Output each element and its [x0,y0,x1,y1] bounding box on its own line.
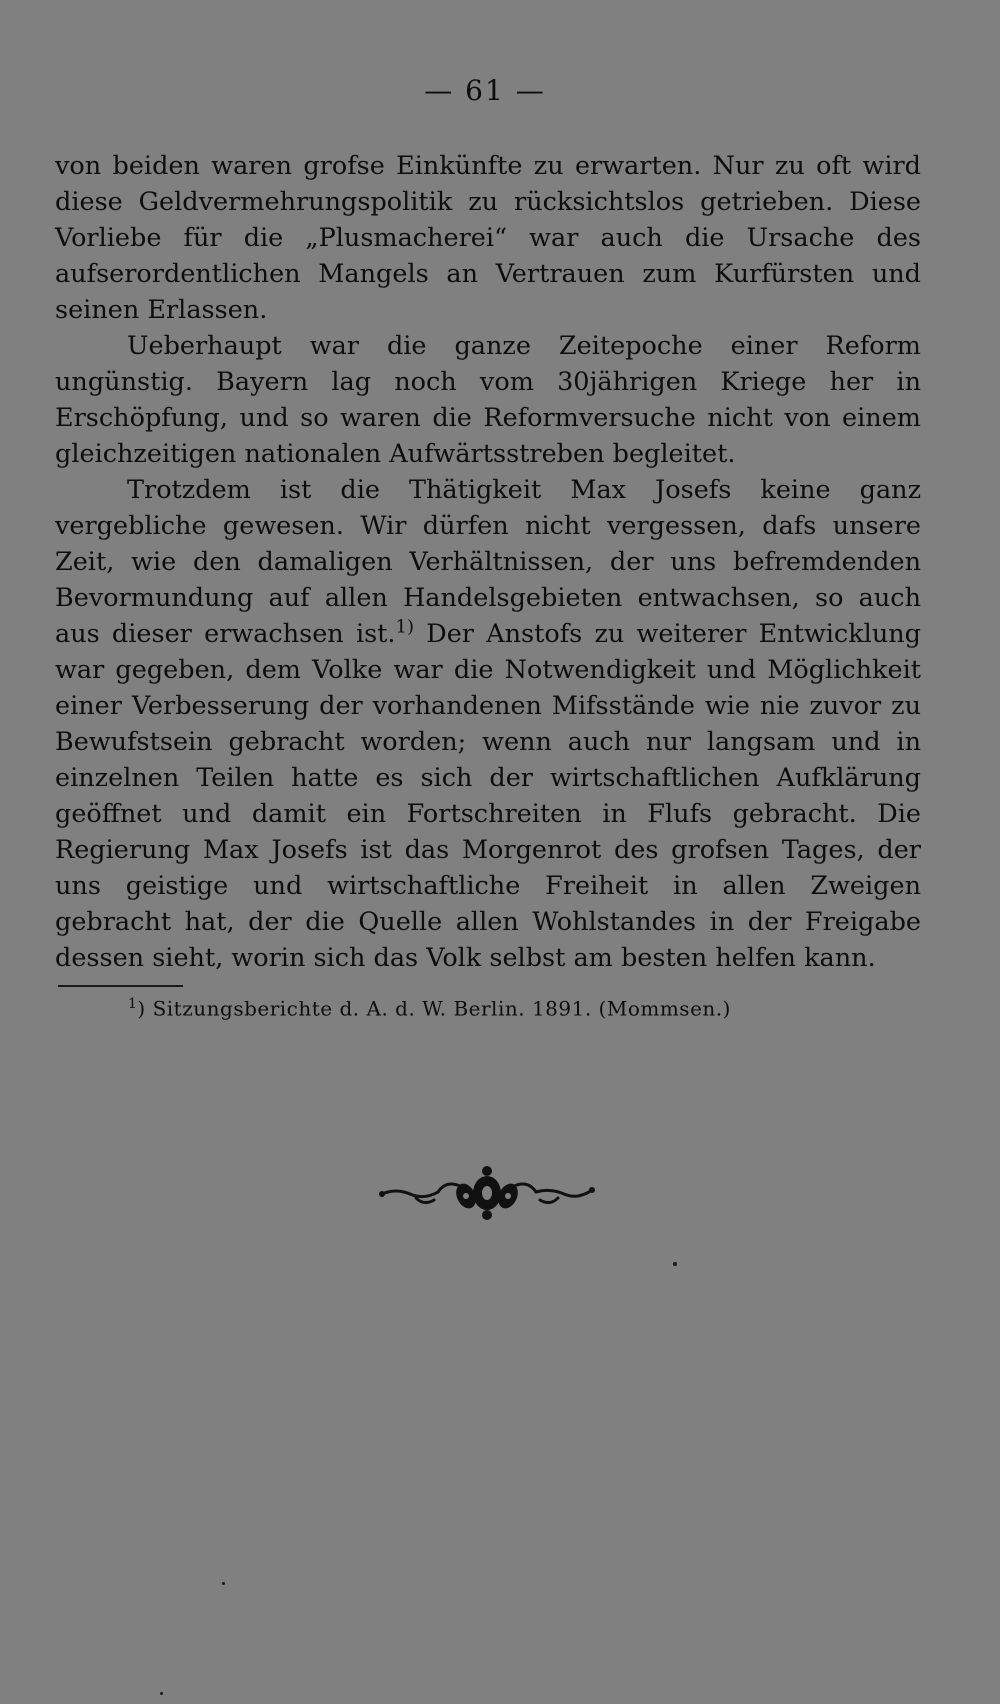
speck-1 [673,1262,677,1266]
paragraph-1: von beiden waren grofse Einkünfte zu erwarten. Nur zu oft wird diese Geldvermehrungspolitik zu rücksichtslos getrieben. Diese Vorliebe für die „Plusmacherei“ war auch die Ursache des aufserordentlichen Mangels an Vertrauen zum Kurfürsten und seinen Erlassen. [55,151,921,325]
footnote-marker: 1 [128,996,138,1012]
speck-3 [160,1692,163,1695]
paragraph-3-part-2: Der Anstofs zu weiterer Entwicklung war gegeben, dem Volke war die Notwendigkeit und Möglichkeit einer Verbesserung der vorhandenen Mifsstände wie nie zuvor zu Bewufstsein gebracht worden; wenn auch nur langsam und in einzelnen Teilen hatte es sich der wirtschaftlichen Aufklärung geöffnet und damit ein Fortschreiten in Flufs gebracht. Die Regierung Max Josefs ist das Morgenrot des grofsen Tages, der uns geistige und wirtschaftliche Freiheit in allen Zweigen gebracht hat, der die Quelle allen Wohlstandes in der Freigabe dessen sieht, worin sich das Volk selbst am besten helfen kann. [55,619,921,973]
floral-vignette-icon [376,1162,598,1224]
paragraph-2: Ueberhaupt war die ganze Zeitepoche einer Reform ungünstig. Bayern lag noch vom 30jährigen Kriege her in Erschöpfung, und so waren die Reformversuche nicht von einem gleichzeitigen nationalen Aufwärtsstreben begleitet. [55,331,921,469]
footnote-text: ) Sitzungsberichte d. A. d. W. Berlin. 1891. (Mommsen.) [137,996,731,1021]
paragraph-3-part-1: Trotzdem ist die Thätigkeit Max Josefs keine ganz vergebliche gewesen. Wir dürfen nicht vergessen, dafs unsere Zeit, wie den damaligen Verhältnissen, der uns befremdenden Bevormundung auf allen Handelsgebieten entwachsen, so auch aus dieser erwachsen ist. [55,475,921,649]
main-text [55,148,921,976]
speck-2 [222,1582,225,1585]
footnote-reference[interactable]: 1) [395,616,415,638]
footnote-divider [58,985,183,987]
paragraph-3 [55,472,921,976]
footnote [128,990,731,1023]
page-number: — 61 — [424,74,546,107]
